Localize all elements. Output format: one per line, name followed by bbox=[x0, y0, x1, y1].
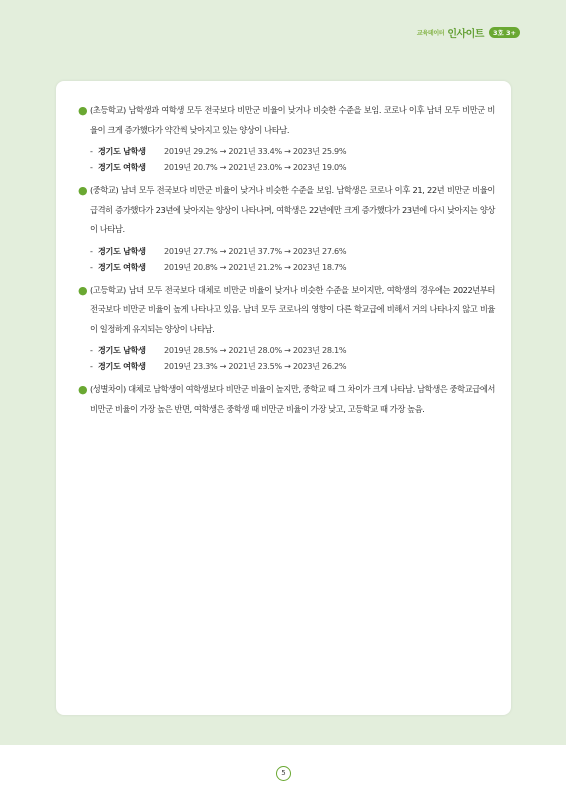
item-label: 경기도 남학생 bbox=[98, 345, 146, 355]
sub-list bbox=[90, 143, 495, 175]
bullet-text: (고등학교) 남녀 모두 전국보다 대체로 비만군 비율이 낮거나 비슷한 수준을 보이지만, 여학생의 경우에는 2022년부터 전국보다 비만군 비율이 높게 나타나고 있음. 남녀 모두 코로나의 영향이 다른 학교급에 비해서 거의 나타나지 않고 비율이 일정하게 유지되는 양상이 나타남. bbox=[90, 284, 495, 334]
item-label: 경기도 여학생 bbox=[98, 261, 146, 272]
item-values: 2019년 23.3% → 2021년 23.5% → 2023년 26.2% bbox=[164, 361, 347, 371]
item-values: 2019년 20.7% → 2021년 23.0% → 2023년 19.0% bbox=[164, 162, 347, 172]
item-values: 2019년 28.5% → 2021년 28.0% → 2023년 28.1% bbox=[164, 345, 347, 355]
dash-marker: - bbox=[90, 345, 93, 355]
sub-list bbox=[90, 342, 495, 374]
list-item bbox=[90, 159, 495, 175]
list-item bbox=[90, 259, 495, 275]
bullet-dot-icon: ● bbox=[78, 283, 88, 297]
brand-subtitle: 교육데이터 bbox=[416, 30, 445, 37]
item-label: 경기도 남학생 bbox=[98, 146, 146, 156]
bullet-text: (초등학교) 남학생과 여학생 모두 전국보다 비만군 비율이 낮거나 비슷한 수준을 보임. 코로나 이후 남녀 모두 비만군 비율이 크게 증가했다가 약간씩 낮아지고 있는 양상이 나타남. bbox=[90, 105, 495, 135]
page-header-brand bbox=[417, 25, 520, 40]
item-values: 2019년 29.2% → 2021년 33.4% → 2023년 25.9% bbox=[164, 146, 347, 156]
bullet-elementary bbox=[78, 101, 495, 175]
dash-marker: - bbox=[90, 146, 93, 156]
bullet-text: (중학교) 남녀 모두 전국보다 비만군 비율이 낮거나 비슷한 수준을 보임. 남학생은 코로나 이후 21, 22년 비만군 비율이 급격히 증가했다가 23년에 낮아지는 양상이 나타나며, 여학생은 22년에만 크게 증가했다가 23년에 다시 낮아지는 양상이 나타남. bbox=[90, 185, 495, 234]
item-values: 2019년 20.8% → 2021년 21.2% → 2023년 18.7% bbox=[164, 261, 347, 272]
item-label: 경기도 여학생 bbox=[98, 361, 146, 371]
dash-marker: - bbox=[90, 361, 93, 371]
bullet-gender-difference bbox=[78, 380, 495, 419]
dash-marker: - bbox=[90, 261, 93, 272]
list-item bbox=[90, 243, 495, 259]
brand-title: 인사이트 bbox=[447, 29, 484, 40]
bullet-dot-icon: ● bbox=[78, 184, 88, 197]
list-item bbox=[90, 143, 495, 159]
bullet-dot-icon: ● bbox=[78, 383, 88, 396]
dash-marker: - bbox=[90, 162, 93, 172]
bullet-high-school bbox=[78, 281, 495, 375]
list-item bbox=[90, 358, 495, 374]
bullet-middle-school bbox=[78, 181, 495, 275]
page-number: 5 bbox=[276, 766, 291, 781]
bullet-dot-icon: ● bbox=[78, 104, 88, 117]
item-values: 2019년 27.7% → 2021년 37.7% → 2023년 27.6% bbox=[164, 245, 347, 256]
bullet-text: (성별차이) 대체로 남학생이 여학생보다 비만군 비율이 높지만, 중학교 때 그 차이가 크게 나타남. 남학생은 중학교급에서 비만군 비율이 가장 높은 반면, 여학생은 중학생 때 비만군 비율이 가장 낮고, 고등학교 때 가장 높음. bbox=[90, 384, 495, 414]
list-item bbox=[90, 342, 495, 358]
sub-list bbox=[90, 243, 495, 275]
item-label: 경기도 남학생 bbox=[98, 245, 146, 256]
content-card bbox=[56, 81, 511, 715]
item-label: 경기도 여학생 bbox=[98, 162, 146, 172]
issue-badge: 3호 3+ bbox=[489, 27, 520, 38]
dash-marker: - bbox=[90, 245, 93, 256]
